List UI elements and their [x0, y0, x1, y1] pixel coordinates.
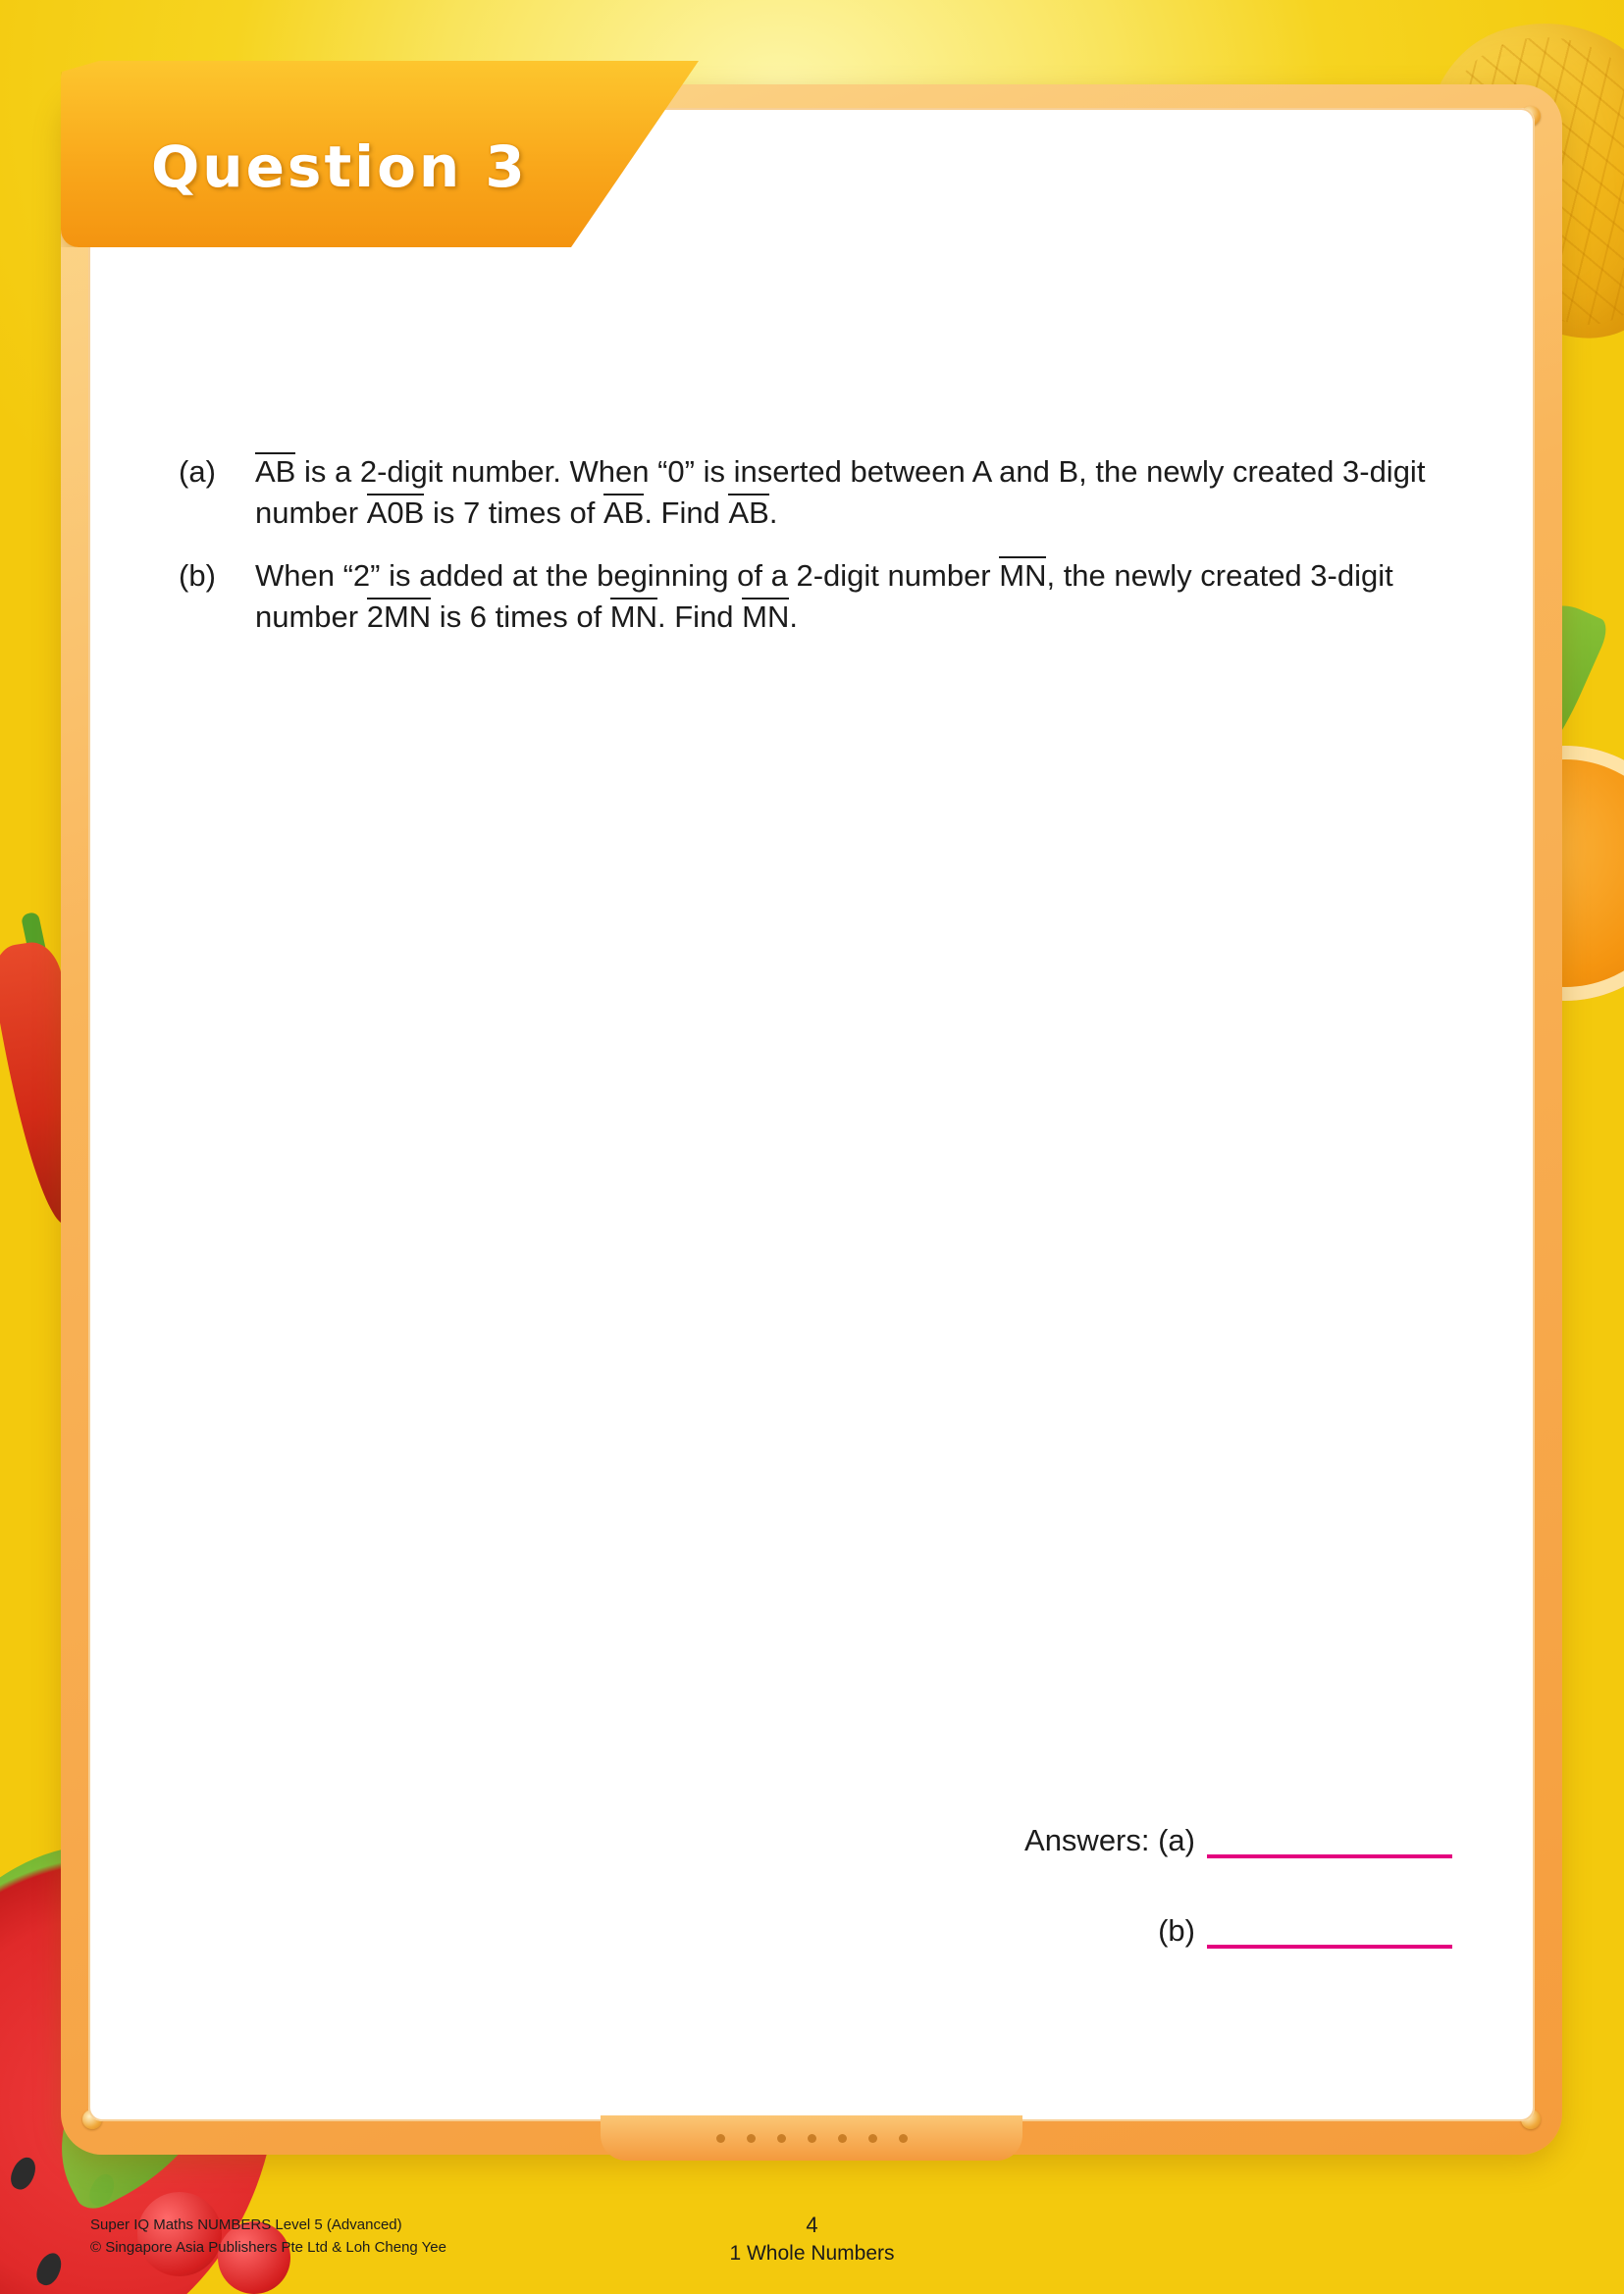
dot-icon	[747, 2134, 756, 2143]
question-text-b	[255, 555, 1466, 638]
dot-icon	[838, 2134, 847, 2143]
question-text-part: is 7 times of	[424, 495, 603, 530]
overline-term: A0B	[366, 495, 425, 530]
footer-page-info	[0, 2212, 1624, 2267]
answer-row-a	[903, 1823, 1452, 1858]
answer-row-b	[903, 1913, 1452, 1949]
answer-label-b: (b)	[1158, 1913, 1195, 1948]
question-text-a	[255, 451, 1466, 534]
page-number: 4	[806, 2213, 818, 2237]
worksheet-page	[88, 108, 1535, 2121]
overline-term: 2MN	[366, 599, 432, 634]
dot-icon	[808, 2134, 816, 2143]
question-text-part: .	[789, 599, 799, 634]
answers-section	[903, 1823, 1452, 2004]
worksheet-frame	[61, 84, 1562, 2155]
question-text-part: When “2” is added at the beginning of a 2-digit number	[255, 557, 1000, 593]
seed-icon	[7, 2154, 40, 2193]
answer-label-a: Answers: (a)	[1024, 1823, 1195, 1857]
overline-term: MN	[609, 599, 658, 634]
dot-icon	[868, 2134, 877, 2143]
answer-input-b[interactable]	[1207, 1919, 1452, 1949]
dot-icon	[899, 2134, 908, 2143]
overline-term: AB	[255, 454, 296, 489]
answer-input-a[interactable]	[1207, 1829, 1452, 1858]
overline-term: MN	[742, 599, 790, 634]
dot-icon	[716, 2134, 725, 2143]
overline-term: AB	[602, 495, 645, 530]
bottom-tab	[601, 2115, 1022, 2161]
question-text-part: .	[768, 495, 778, 530]
question-text-part: is a 2-digit number. When “0” is inserted between A and B, the newly created 3-digit number	[255, 454, 1426, 530]
question-item-b	[179, 555, 1466, 638]
question-label-a: (a)	[179, 454, 216, 489]
question-text-part: . Find	[644, 495, 729, 530]
question-text-part: , the newly created 3-digit number	[255, 557, 1393, 634]
question-content	[179, 451, 1466, 658]
question-banner	[61, 61, 699, 247]
overline-term: AB	[728, 495, 769, 530]
question-text-part: . Find	[657, 599, 743, 634]
question-text-part: is 6 times of	[431, 599, 610, 634]
overline-term: MN	[999, 557, 1047, 593]
question-label-b: (b)	[179, 557, 216, 593]
footer-title-line: Super IQ Maths NUMBERS Level 5 (Advanced)	[90, 2216, 402, 2233]
dot-icon	[777, 2134, 786, 2143]
question-item-a	[179, 451, 1466, 534]
footer-copyright-line: © Singapore Asia Publishers Pte Ltd & Loh Cheng Yee	[90, 2239, 446, 2257]
page-footer	[0, 2212, 1624, 2280]
chapter-label: 1 Whole Numbers	[729, 2241, 895, 2265]
banner-title: Question 3	[151, 133, 528, 200]
